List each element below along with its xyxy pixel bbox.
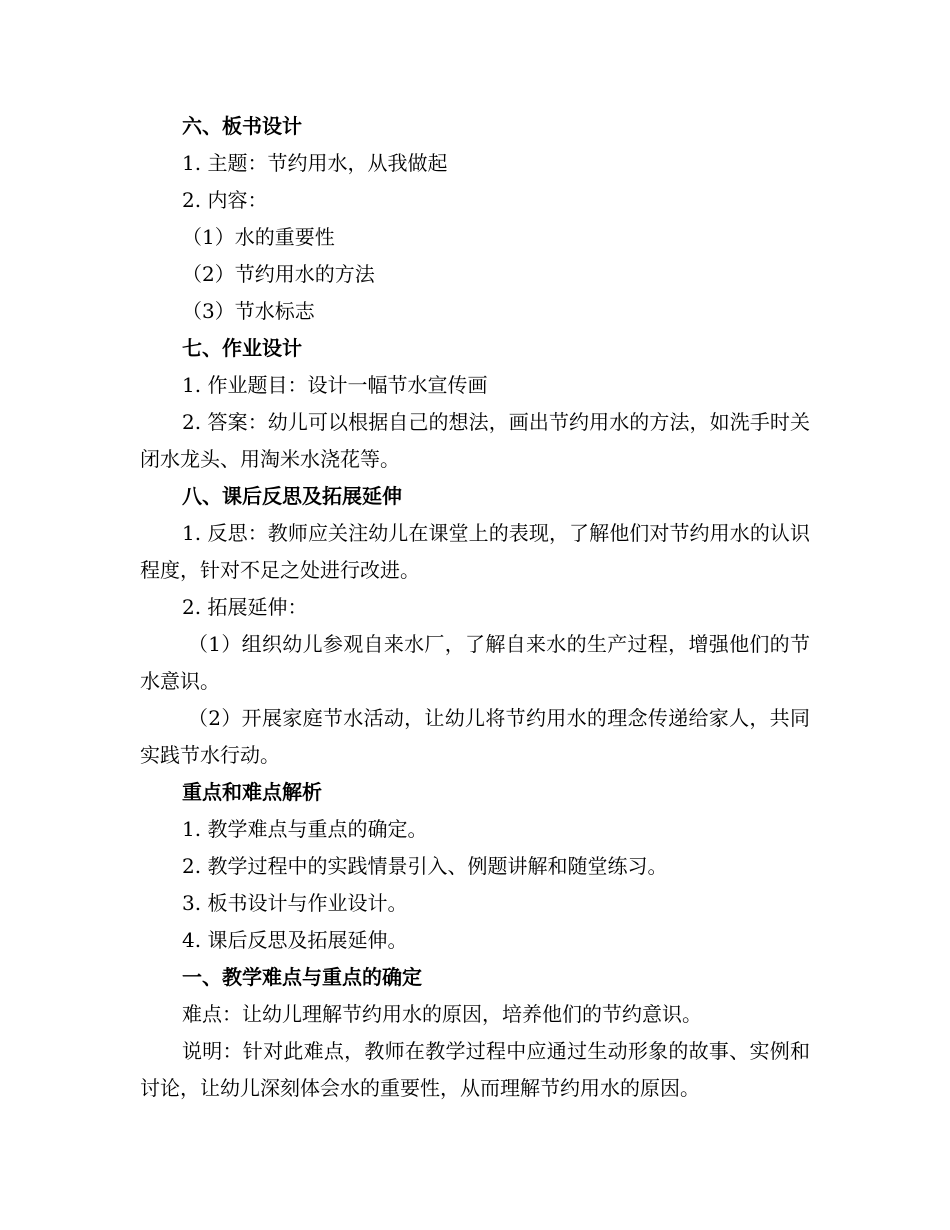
sub-list-item: （2）开展家庭节水活动，让幼儿将节约用水的理念传递给家人，共同实践节水行动。 <box>140 706 810 767</box>
section-heading-homework-design: 七、作业设计 <box>182 336 302 360</box>
list-item: 4. 课后反思及拓展延伸。 <box>182 928 408 952</box>
list-item: 2. 教学过程中的实践情景引入、例题讲解和随堂练习。 <box>182 854 668 878</box>
list-item: 2. 内容： <box>182 188 268 212</box>
list-item: 2. 拓展延伸： <box>182 595 308 619</box>
sub-list-item: （2）节约用水的方法 <box>182 262 375 286</box>
paragraph-difficulty: 难点：让幼儿理解节约用水的原因，培养他们的节约意识。 <box>182 1002 702 1026</box>
list-item: 1. 教学难点与重点的确定。 <box>182 817 428 841</box>
list-item: 1. 作业题目：设计一幅节水宣传画 <box>182 373 488 397</box>
list-item: 1. 主题：节约用水，从我做起 <box>182 151 448 175</box>
paragraph-explanation: 说明：针对此难点，教师在教学过程中应通过生动形象的故事、实例和讨论，让幼儿深刻体会水的重要性，从而理解节约用水的原因。 <box>140 1039 810 1100</box>
section-heading-difficulty: 一、教学难点与重点的确定 <box>182 965 422 989</box>
list-item: 2. 答案：幼儿可以根据自己的想法，画出节约用水的方法，如洗手时关闭水龙头、用淘米水浇花等。 <box>140 410 810 471</box>
list-item: 1. 反思：教师应关注幼儿在课堂上的表现，了解他们对节约用水的认识程度，针对不足之处进行改进。 <box>140 521 810 582</box>
section-heading-reflection: 八、课后反思及拓展延伸 <box>182 484 402 508</box>
list-item: 3. 板书设计与作业设计。 <box>182 891 408 915</box>
sub-list-item: （1）组织幼儿参观自来水厂，了解自来水的生产过程，增强他们的节水意识。 <box>140 632 810 693</box>
sub-list-item: （1）水的重要性 <box>182 225 335 249</box>
section-heading-blackboard-design: 六、板书设计 <box>182 114 302 138</box>
section-heading-key-points: 重点和难点解析 <box>182 780 322 804</box>
sub-list-item: （3）节水标志 <box>182 299 315 323</box>
document-body <box>140 108 810 1107</box>
